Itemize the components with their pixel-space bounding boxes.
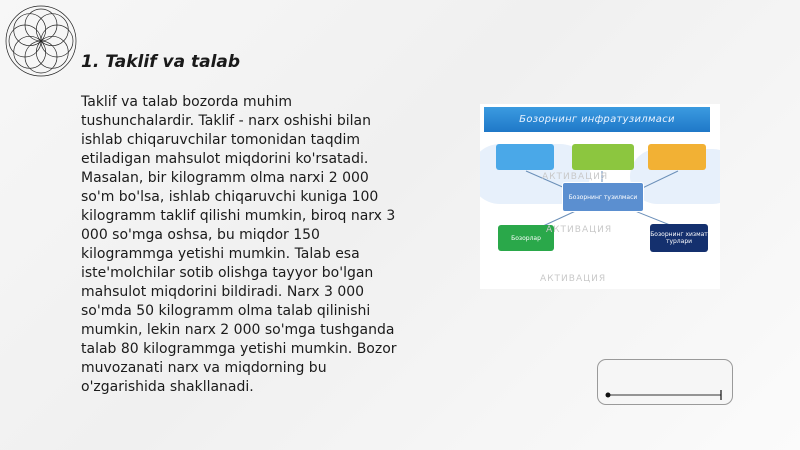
infrastructure-diagram-image [480, 104, 720, 289]
diagram-box-blue [496, 144, 554, 170]
diagram-box-bottom-right: Бозорнинг хизмат турлари [650, 224, 708, 252]
progress-start-dot-icon[interactable] [606, 393, 611, 398]
slide-body-text: Taklif va talab bozorda muhim tushunchalardir. Taklif - narx oshishi bilan ishlab chiqaruvchilar tomonidan taqdim etiladigan mahsulot miqdorini ko'rsatadi. Masalan, bir kilogramm olma narxi 2 000 so'm bo'lsa, ishlab chiqaruvchi kuniga 100 kilogramm taklif qilishi mumkin, biroq narx 3 000 so'mga oshsa, bu miqdor 150 kilogrammga yetishi mumkin. Talab esa iste'molchilar sotib olishga tayyor bo'lgan mahsulot miqdorini bildiradi. Narx 3 000 so'mda 50 kilogramm olma talab qilinishi mumkin, lekin narx 2 000 so'mga tushganda talab 80 kilogrammga yetishi mumkin. Bozor muvozanati narx va miqdorning bu o'zgarishida shakllanadi. [81, 94, 397, 395]
diagram-box-orange [648, 144, 706, 170]
geometric-logo-icon [4, 4, 78, 78]
diagram-header: Бозорнинг инфратузилмаси [484, 107, 710, 132]
diagram-box-green [572, 144, 634, 170]
watermark-text: АКТИВАЦИЯ [542, 172, 609, 182]
diagram-box-center: Бозорнинг тузилмаси [562, 182, 644, 212]
watermark-text: АКТИВАЦИЯ [540, 274, 607, 284]
progress-track[interactable] [598, 360, 732, 404]
diagram-box-bottom-left: Бозорлар [498, 225, 554, 251]
media-player-widget[interactable] [597, 359, 733, 405]
watermark-text: АКТИВАЦИЯ [546, 225, 613, 235]
slide-title: 1. Taklif va talab [81, 52, 241, 72]
